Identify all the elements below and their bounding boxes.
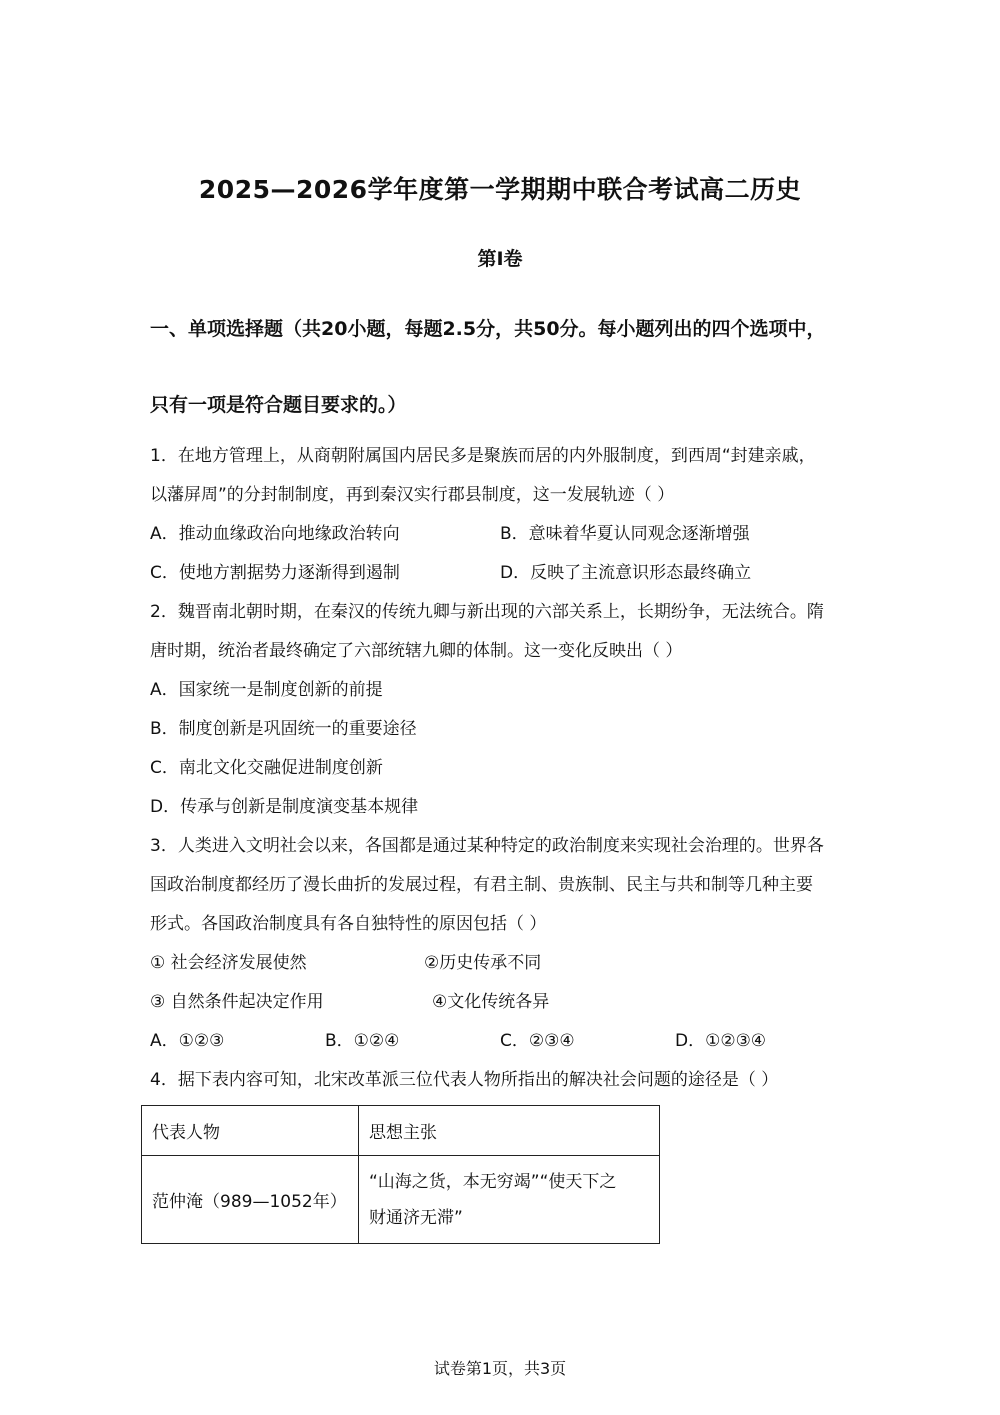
q2-option-c: C．南北文化交融促进制度创新	[150, 758, 383, 778]
q4-stem-line-1: 4．据下表内容可知，北宋改革派三位代表人物所指出的解决社会问题的途径是（ ）	[150, 1070, 779, 1090]
q3-option-a: A．①②③	[150, 1031, 225, 1051]
table-cell-person: 范仲淹（989—1052年）	[142, 1156, 359, 1244]
q3-statement-3: ③ 自然条件起决定作用	[150, 992, 324, 1012]
q3-stem-line-1: 3．人类进入文明社会以来，各国都是通过某种特定的政治制度来实现社会治理的。世界各	[150, 836, 824, 856]
page-footer: 试卷第1页，共3页	[433, 1359, 567, 1378]
table-header-cell: 代表人物	[142, 1106, 359, 1156]
q1-option-c: C．使地方割据势力逐渐得到遏制	[150, 563, 400, 583]
q3-option-b: B．①②④	[325, 1031, 400, 1051]
q2-stem-line-1: 2．魏晋南北朝时期，在秦汉的传统九卿与新出现的六部关系上，长期纷争，无法统合。隋	[150, 602, 824, 622]
table-cell-idea-line-1: “山海之货，本无穷竭”“使天下之	[369, 1171, 617, 1192]
volume-label: 第Ⅰ卷	[477, 248, 523, 270]
q3-option-c: C．②③④	[500, 1031, 575, 1051]
q3-stem-line-3: 形式。各国政治制度具有各自独特性的原因包括（ ）	[150, 914, 547, 934]
q3-statement-2: ②历史传承不同	[424, 953, 542, 973]
table-row	[142, 1156, 660, 1244]
table-cell-idea-line-2: 财通济无滞”	[369, 1207, 463, 1228]
q1-option-b: B．意味着华夏认同观念逐渐增强	[500, 524, 750, 544]
q2-option-d: D．传承与创新是制度演变基本规律	[150, 797, 419, 817]
section-instruction-line-2: 只有一项是符合题目要求的。）	[150, 394, 407, 416]
table-cell-idea	[359, 1156, 660, 1244]
table-header-row	[142, 1106, 660, 1156]
q3-statement-1: ① 社会经济发展使然	[150, 953, 307, 973]
q3-stem-line-2: 国政治制度都经历了漫长曲折的发展过程，有君主制、贵族制、民主与共和制等几种主要	[150, 875, 813, 895]
q1-option-d: D．反映了主流意识形态最终确立	[500, 563, 752, 583]
exam-title: 2025—2026学年度第一学期期中联合考试高二历史	[198, 175, 802, 204]
q4-table	[141, 1105, 660, 1244]
section-instruction-line-1: 一、单项选择题（共20小题，每题2.5分，共50分。每小题列出的四个选项中，	[150, 318, 826, 340]
q1-stem-line-2: 以藩屏周”的分封制制度，再到秦汉实行郡县制度，这一发展轨迹（ ）	[150, 485, 675, 505]
table-header-cell: 思想主张	[359, 1106, 660, 1156]
q3-statement-4: ④文化传统各异	[432, 992, 550, 1012]
q1-stem-line-1: 1．在地方管理上，从商朝附属国内居民多是聚族而居的内外服制度，到西周“封建亲戚，	[150, 446, 816, 466]
q2-option-b: B．制度创新是巩固统一的重要途径	[150, 719, 417, 739]
q3-option-d: D．①②③④	[675, 1031, 767, 1051]
q2-stem-line-2: 唐时期，统治者最终确定了六部统辖九卿的体制。这一变化反映出（ ）	[150, 641, 683, 661]
q2-option-a: A．国家统一是制度创新的前提	[150, 680, 383, 700]
q1-option-a: A．推动血缘政治向地缘政治转向	[150, 524, 400, 544]
